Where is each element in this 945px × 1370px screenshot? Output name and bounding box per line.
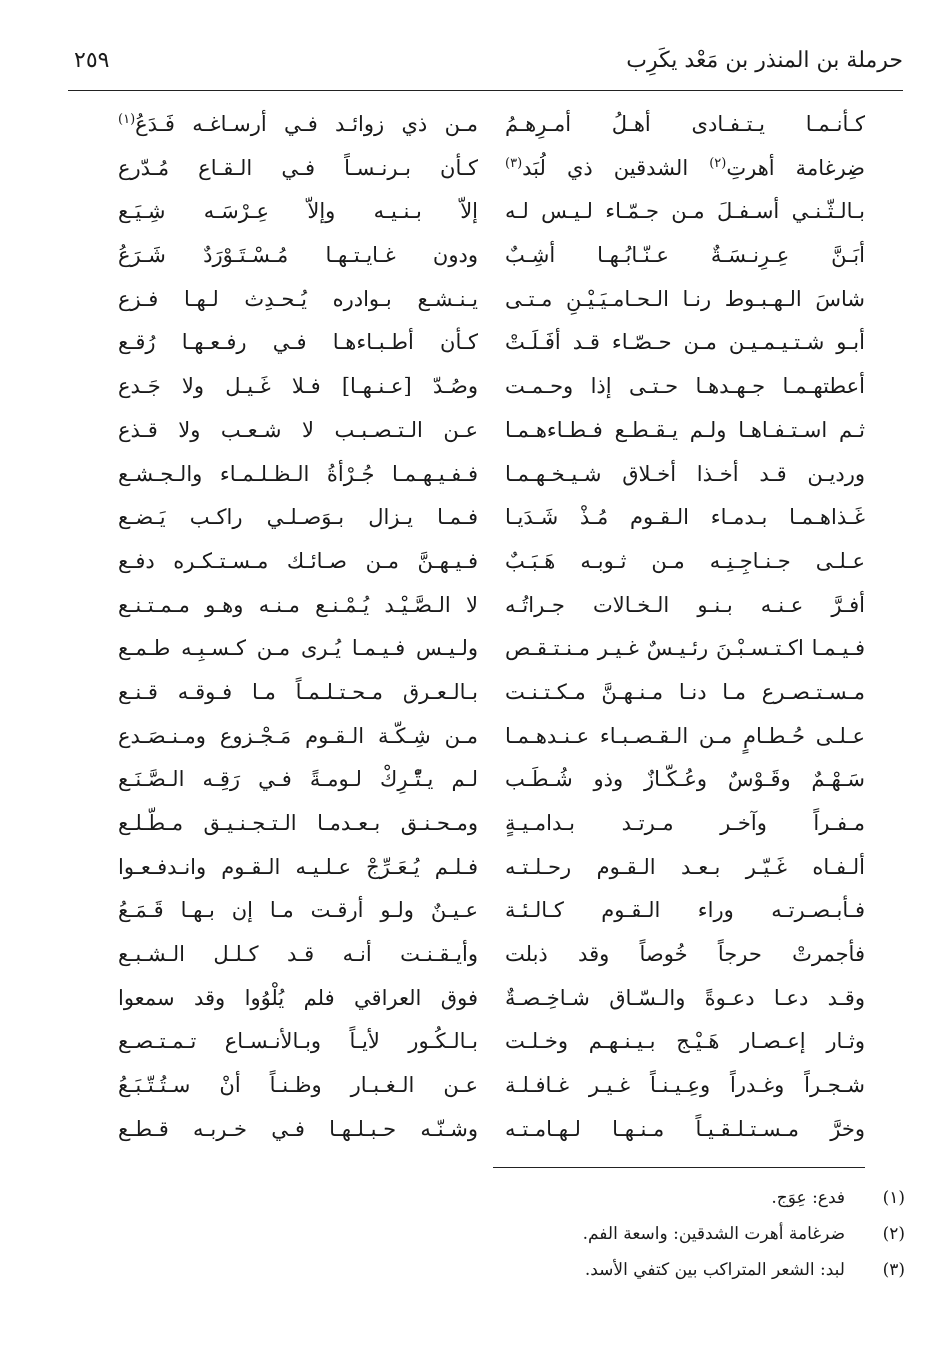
footnote-marker: (١)	[118, 112, 136, 127]
right-verse	[505, 802, 865, 846]
verse-text: شـجـراً وغـدراً وعِـيـنـاً غـيـر غـافـلـة	[505, 1073, 865, 1098]
verse-text: سَـهْـمٌ وقَـوْسٌ وعُـكّـازٌ وذو شُـطَـب	[505, 767, 865, 792]
right-verse	[505, 1108, 865, 1152]
footnote-separator	[493, 1167, 865, 1168]
verse-text: وصُـدّ [عـنـهـا] فـلا غَـيـل ولا جَـدع	[118, 374, 478, 399]
right-verse	[505, 234, 865, 278]
verse-text: وخرَّ مـسـتـلـقـيـاً مـنـهـا لـهـامـتـه	[505, 1116, 865, 1141]
footnote-number: (٣)	[882, 1260, 905, 1280]
right-verse	[505, 715, 865, 759]
verse-text: مـسـتـصـرع مـا دنـا مـنـهـنَّ مـكـتـنـت	[505, 679, 865, 704]
verse-text: عـيـنٌ ولـو أرقـت مـا إن بـهـا قَـمَـعُ	[118, 898, 478, 923]
verse-text: شاسَ الـهـبـوط رنـا الـحـامـيَـيْـنِ مـتـى	[505, 286, 865, 311]
right-verse	[505, 627, 865, 671]
left-verse	[118, 584, 478, 628]
verse-text: كـأنـمـا يـتـفـادى أهـلُ أمـرِهـمُ	[505, 112, 865, 136]
right-verse	[505, 453, 865, 497]
left-verse	[118, 409, 478, 453]
left-verse	[118, 1108, 478, 1152]
right-verse	[505, 584, 865, 628]
verse-text: ومـحـنـق بـعـدمـا الـتـجـنـيـق مـطّـلـع	[118, 811, 478, 835]
left-verse	[118, 234, 478, 278]
verse-text: فـمـا يـزال بـوَصـلـي راكـب يَـضـع	[118, 505, 478, 530]
verse-text: وقـد دعـا دعـوةً والـسّـاق شـاخِـصـةٌ	[505, 985, 865, 1010]
left-verse	[118, 278, 478, 322]
verse-text: إلاّ بـنـيـه وإلاّ عِـرْسَـه شِـيَـع	[118, 199, 478, 224]
left-verse	[118, 190, 478, 234]
right-verse	[505, 977, 865, 1021]
verse-text: فـلـم يُـعَـرِّجْ عـلـيـه الـقـوم وانـدفـعـوا	[118, 854, 478, 879]
right-verse	[505, 1064, 865, 1108]
left-verse	[118, 977, 478, 1021]
left-verse	[118, 496, 478, 540]
left-verse	[118, 147, 478, 191]
left-verse	[118, 933, 478, 977]
right-verse	[505, 758, 865, 802]
verse-text: يـنـشـع بـوادره يُـحـدِث لـهـا فـزع	[118, 286, 478, 311]
footnotes	[85, 1180, 905, 1288]
verse-text: ألـفـاه غَـيّـر بـعـد الـقـوم رحـلـتـه	[505, 854, 865, 879]
footnote-text: فدع: عِوَج.	[771, 1188, 845, 1208]
right-verse	[505, 540, 865, 584]
verse-text: كـأن أطـبـاءهـا فـي رفـعـهـا رُقـع	[118, 330, 478, 355]
verse-text: وشـنّـه حـبـلـهـا فـي خـربـه قـطـع	[118, 1116, 478, 1141]
verse-text: فـأبـصـرتـه وراء الـقـوم كـالـئـة	[505, 898, 865, 923]
verse-text: ولـيـس فـيـمـا يُـرى مـن كـسـبِـه طـمـع	[118, 636, 478, 661]
left-verse	[118, 802, 478, 846]
footnote-text: ضرغامة أهرت الشدقين: واسعة الفم.	[582, 1224, 845, 1244]
verse-text: أبَـنَّ عِـرِنـسَـةٌ عـنّـابُـهـا أشِـبٌ	[505, 243, 865, 268]
page-number: ٢٥٩	[74, 48, 110, 73]
verse-text: أعطتهـمـا جـهـدهـا حـتـى إذا وحـمـت	[505, 374, 865, 399]
left-verse	[118, 889, 478, 933]
verse-text: بـالـعـرق مـحـتـلـمـاً مـا فـوقـه قـنـع	[118, 679, 478, 704]
footnote	[85, 1180, 905, 1216]
footnote	[85, 1252, 905, 1288]
left-verse	[118, 758, 478, 802]
left-verse	[118, 1064, 478, 1108]
verse-text: الشدقين ذي لُبَد	[522, 155, 710, 180]
running-title: حرملة بن المنذر بن مَعْد يكَرِب	[626, 48, 903, 73]
right-verse	[505, 103, 865, 147]
right-verse	[505, 671, 865, 715]
footnote-text: لبد: الشعر المتراكب بين كتفي الأسد.	[584, 1260, 845, 1280]
left-verse	[118, 453, 478, 497]
left-verse	[118, 671, 478, 715]
verse-text: لـم يـتّْـرِكْ لـومـةً فـي رَقِـه الـصَّـنَـع	[118, 767, 478, 792]
left-verse	[118, 1020, 478, 1064]
footnote	[85, 1216, 905, 1252]
poem	[118, 103, 865, 1153]
verse-text: عـن الـغـبـار وظـنـاً أنْ سـتُـتّـبَـعُ	[118, 1073, 478, 1098]
left-verse	[118, 846, 478, 890]
right-verse	[505, 846, 865, 890]
footnote-marker: (٣)	[505, 155, 523, 171]
verse-text: وأيـقـنـت أنـه قـد كـلـل الـشـبـع	[118, 942, 478, 967]
verse-text: ورديـن قـد أخـذا أخـلاق شـيـخـهـمـا	[505, 461, 865, 486]
verse-text: لا الـصَّـيْـد يُـمْـنـع مـنـه وهـو مـمـتـنـع	[118, 592, 478, 617]
verse-text: عـلـى حُـطـامٍ مـن الـقـصـبـاء عـنـدهـمـا	[505, 723, 865, 748]
verse-text: فوق العراقي فلم يُلْوُوا وقد سمعوا	[118, 985, 478, 1010]
right-verse	[505, 278, 865, 322]
verse-text: فـفـيـهـمـا جُـرْأةُ الـظـلـمـاء والـجـشـع	[118, 461, 478, 486]
right-verse	[505, 933, 865, 977]
verse-text: مـفـراً وآخـر مـرتـد بـدامـيـةٍ	[505, 811, 865, 835]
right-verse	[505, 889, 865, 933]
verse-text: ودون غـايـتـهـا مُـسْـتَـوْرَدٌ شَـرَعُ	[118, 243, 478, 268]
right-verse	[505, 321, 865, 365]
verse-text: أفـرَّ عـنـه بـنـو الـخـالات جـراتُـه	[505, 592, 865, 617]
left-verse	[118, 627, 478, 671]
left-verse	[118, 365, 478, 409]
verse-text: ثـم اسـتـفـاهـا ولـم يـقـطـع فـطـاءهـمـا	[505, 417, 865, 442]
right-verse	[505, 496, 865, 540]
verse-text: وثـار إعـصـار هَـيْـج بـيـنـهـم وخـلـت	[505, 1029, 865, 1054]
verse-text: بـالـكُـور لأيـاً وبـالأنـسـاع تـمـتـصـع	[118, 1029, 478, 1054]
footnote-number: (٢)	[882, 1224, 905, 1244]
verse-text: فـيـهـنَّ مـن صـائـك مـسـتـكـره دفـع	[118, 548, 478, 573]
verse-text: أبـو شـتـيـمـيـن مـن حـصّـاء قـد أفَـلَـتْ	[505, 330, 865, 355]
verse-text: فـيـمـا اكـتـسـبْـنَ رئـيـسٌ غـيـر مـنـتـقـص	[505, 636, 865, 661]
left-verse	[118, 715, 478, 759]
verse-text: مـن ذي زوائـد فـي أرسـاغـه فَـدَعُ	[135, 112, 478, 136]
left-verse	[118, 540, 478, 584]
footnote-marker: (٢)	[709, 155, 727, 171]
right-verse	[505, 147, 865, 191]
verse-text: فأجمرتْ حرجاً خُوصاً وقد ذبلت	[505, 942, 865, 967]
verse-text: ضِرغامة أهرتِ	[726, 155, 865, 180]
verse-text: غَـذاهـمـا بـدمـاء الـقـوم مُـذْ شَـدَيـا	[505, 505, 865, 530]
footnote-number: (١)	[882, 1188, 905, 1208]
verse-text: عـن الـتـصـبـب لا شـعـب ولا قـذع	[118, 417, 478, 442]
verse-text: كـأن بـرنـسـاً فـي الـقـاع مُـدّرع	[118, 155, 478, 180]
right-verse	[505, 190, 865, 234]
verse-text: عـلـى جـنـاجِـنِـه مـن ثـوبـه هَـبَـبٌ	[505, 548, 865, 573]
left-verse	[118, 103, 478, 147]
poem-right-column	[505, 103, 865, 1152]
poem-left-column	[118, 103, 478, 1152]
verse-text: مـن شِـكّـة الـقـوم مَـجْـزوع ومـنـصَـدع	[118, 723, 478, 748]
verse-text: بـالـثّـنـي أسـفـلَ مـن جـمّـاء لـيـس لـه	[505, 199, 865, 224]
right-verse	[505, 409, 865, 453]
right-verse	[505, 1020, 865, 1064]
left-verse	[118, 321, 478, 365]
page-header	[68, 46, 903, 91]
right-verse	[505, 365, 865, 409]
